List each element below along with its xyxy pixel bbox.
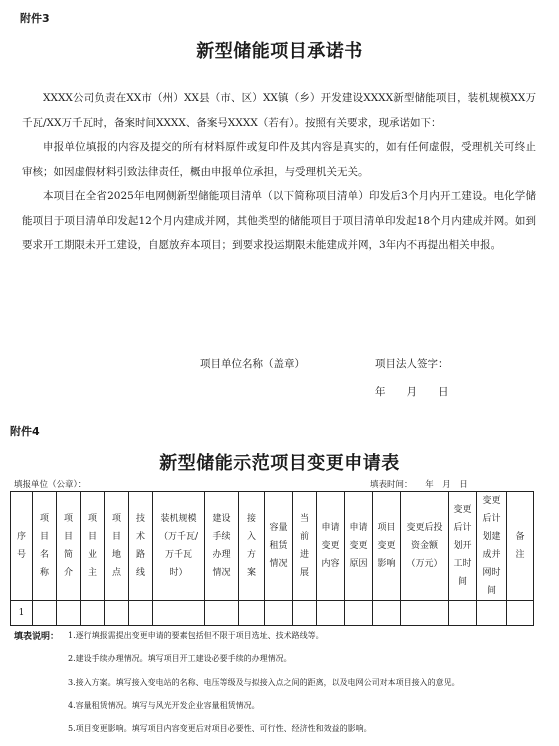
note-item: 4.容量租赁情况。填写与风光开发企业容量租赁情况。 [68, 701, 260, 710]
header-cell: 项 目 名 称 [33, 492, 57, 601]
header-cell: 容量 租赁 情况 [265, 492, 293, 601]
table-cell [33, 601, 57, 626]
commitment-body [22, 86, 536, 258]
attachment-label-3: 附件3 [20, 12, 50, 25]
table-cell [205, 601, 239, 626]
table-cell [153, 601, 205, 626]
commitment-paragraph-1: XXXX公司负责在XX市（州）XX县（市、区）XX镇（乡）开发建设XXXX新型储能项目，装机规模XX万千瓦/XX万千瓦时，备案时间XXXX、备案号XXXX（若有）。按照有关要求，现承诺如下： [22, 92, 536, 129]
table-cell [81, 601, 105, 626]
table-cell [401, 601, 449, 626]
commitment-paragraph-3: 本项目在全省2025年电网侧新型储能项目清单（以下简称项目清单）印发后3个月内开工建设。电化学储能项目于项目清单印发起12个月内建成并网，其他类型的储能项目于项目清单印发起18个月内建成并网。如到要求开工期限未开工建设，自愿放弃本项目；到要求投运期限未能建成并网，3年内不再提出相关申报。 [22, 190, 536, 251]
header-cell: 申请 变更 原因 [345, 492, 373, 601]
commitment-paragraph-2: 申报单位填报的内容及提交的所有材料原件或复印件及其内容是真实的，如有任何虚假，受理机关可终止审核；如因虚假材料引致法律责任，概由申报单位承担，与受理机关无关。 [22, 141, 536, 178]
header-cell: 项 目 业 主 [81, 492, 105, 601]
commitment-date-line: 年 月 日 [375, 386, 449, 398]
header-cell: 序 号 [11, 492, 33, 601]
header-cell: 接 入 方 案 [239, 492, 265, 601]
header-cell: 备 注 [507, 492, 534, 601]
header-cell: 项 目 地 点 [105, 492, 129, 601]
header-cell: 变更后投 资金额 （万元） [401, 492, 449, 601]
table-header-row [11, 492, 534, 601]
filling-unit-label: 填报单位（公章）： [14, 480, 87, 490]
filling-time-label: 填表时间： 年 月 日 [370, 480, 468, 490]
header-cell: 建设 手续 办理 情况 [205, 492, 239, 601]
table-cell [105, 601, 129, 626]
note-item: 5.项目变更影响。填写项目内容变更后对项目必要性、可行性、经济性和效益的影响。 [68, 724, 372, 733]
commitment-title: 新型储能项目承诺书 [196, 41, 363, 62]
change-application-table [10, 491, 534, 626]
table-cell [477, 601, 507, 626]
header-cell: 装机规模 （万千瓦/ 万千瓦 时） [153, 492, 205, 601]
header-cell: 项目 变更 影响 [373, 492, 401, 601]
header-cell: 变更 后计 划开 工时 间 [449, 492, 477, 601]
table-cell: 1 [11, 601, 33, 626]
table-cell [345, 601, 373, 626]
table-cell [507, 601, 534, 626]
table-cell [265, 601, 293, 626]
change-form-title: 新型储能示范项目变更申请表 [159, 453, 400, 474]
note-item: 1.逐行填报需提出变更申请的要素包括但不限于项目选址、技术路线等。 [68, 631, 324, 640]
header-cell: 变更 后计 划建 成并 网时 间 [477, 492, 507, 601]
attachment-label-4: 附件4 [10, 425, 40, 438]
signature-unit-label: 项目单位名称（盖章） [200, 358, 305, 370]
note-item: 2.建设手续办理情况。填写项目开工建设必要手续的办理情况。 [68, 654, 292, 663]
note-item: 3.接入方案。填写接入变电站的名称、电压等级及与拟接入点之间的距离，以及电网公司对本项目接入的意见。 [68, 678, 460, 687]
table-cell [293, 601, 317, 626]
header-cell: 项 目 简 介 [57, 492, 81, 601]
signature-legal-label: 项目法人签字： [375, 358, 449, 370]
table-cell [129, 601, 153, 626]
header-cell: 申请 变更 内容 [317, 492, 345, 601]
table-row [11, 601, 534, 626]
table-cell [57, 601, 81, 626]
table-cell [239, 601, 265, 626]
table-cell [449, 601, 477, 626]
header-cell: 技 术 路 线 [129, 492, 153, 601]
notes-label: 填表说明： [14, 632, 60, 642]
table-cell [317, 601, 345, 626]
table-cell [373, 601, 401, 626]
header-cell: 当 前 进 展 [293, 492, 317, 601]
